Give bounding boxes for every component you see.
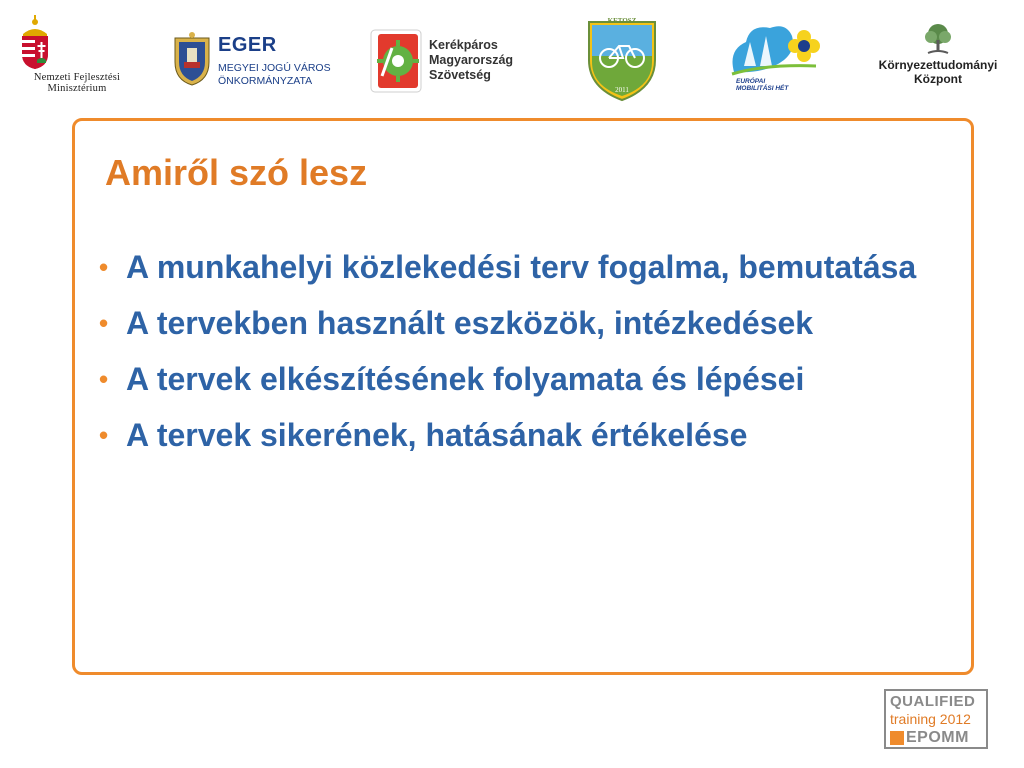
- badge-line3: [890, 729, 969, 747]
- slide-title: Amiről szó lesz: [105, 152, 368, 193]
- nfm-logo: [18, 14, 136, 94]
- badge-epomm-text: EPOMM: [906, 729, 969, 746]
- ketosz-logo: [585, 16, 659, 102]
- list-item: [92, 304, 952, 342]
- bullet-list: [92, 248, 952, 472]
- eger-name: EGER: [218, 34, 277, 56]
- emh-line1: EURÓPAI: [736, 78, 766, 85]
- kmsz-logo: [368, 28, 540, 96]
- badge-line2: training 2012: [890, 711, 971, 727]
- bullet-icon: •: [99, 364, 109, 394]
- hungarian-coat-of-arms-icon: [18, 14, 136, 70]
- kmsz-line1: Kerékpáros: [429, 38, 498, 52]
- emh-label: [736, 78, 788, 92]
- kmsz-line2: Magyarország: [429, 53, 514, 67]
- bullet-text: A tervek elkészítésének folyamata és lépései: [126, 361, 805, 397]
- kk-name: [868, 58, 1008, 86]
- list-item: [92, 416, 952, 454]
- eger-subtitle: [218, 62, 331, 88]
- eger-coat-of-arms-icon: [172, 32, 212, 86]
- epomm-square-icon: [890, 731, 904, 745]
- bullet-text: A tervekben használt eszközök, intézkedések: [126, 305, 814, 341]
- badge-line1: QUALIFIED: [890, 693, 976, 710]
- kk-line1: Környezettudományi: [878, 58, 998, 72]
- european-mobility-week-logo: [726, 20, 826, 100]
- list-item: [92, 360, 952, 398]
- kk-line2: Központ: [914, 72, 962, 86]
- mobility-week-flower-icon: [726, 20, 826, 80]
- eger-sub-line2: ÖNKORMÁNYZATA: [218, 75, 313, 87]
- bullet-text: A tervek sikerének, hatásának értékelése: [126, 417, 748, 453]
- bicycle-shield-icon: [585, 16, 659, 102]
- bullet-icon: •: [99, 308, 109, 338]
- ketosz-year: 2011: [615, 86, 629, 94]
- kk-logo: [868, 22, 1008, 86]
- bullet-icon: •: [99, 420, 109, 450]
- list-item: [92, 248, 952, 286]
- bullet-icon: •: [99, 252, 109, 282]
- nfm-line1: Nemzeti Fejlesztési: [33, 72, 121, 83]
- eger-sub-line1: MEGYEI JOGÚ VÁROS: [218, 62, 331, 74]
- eger-logo: [172, 30, 347, 92]
- bicycle-gear-icon: [368, 28, 426, 94]
- kmsz-name: [429, 38, 513, 83]
- nfm-line2: Minisztérium: [47, 83, 107, 94]
- qualified-training-badge: [884, 689, 988, 749]
- emh-line2: MOBILITÁSI HÉT: [736, 85, 789, 92]
- nfm-name: [18, 72, 136, 94]
- tree-icon: [920, 22, 956, 56]
- kmsz-line3: Szövetség: [429, 68, 491, 82]
- bullet-text: A munkahelyi közlekedési terv fogalma, bemutatása: [126, 249, 917, 285]
- ketosz-top-text: KETOSZ: [607, 17, 637, 25]
